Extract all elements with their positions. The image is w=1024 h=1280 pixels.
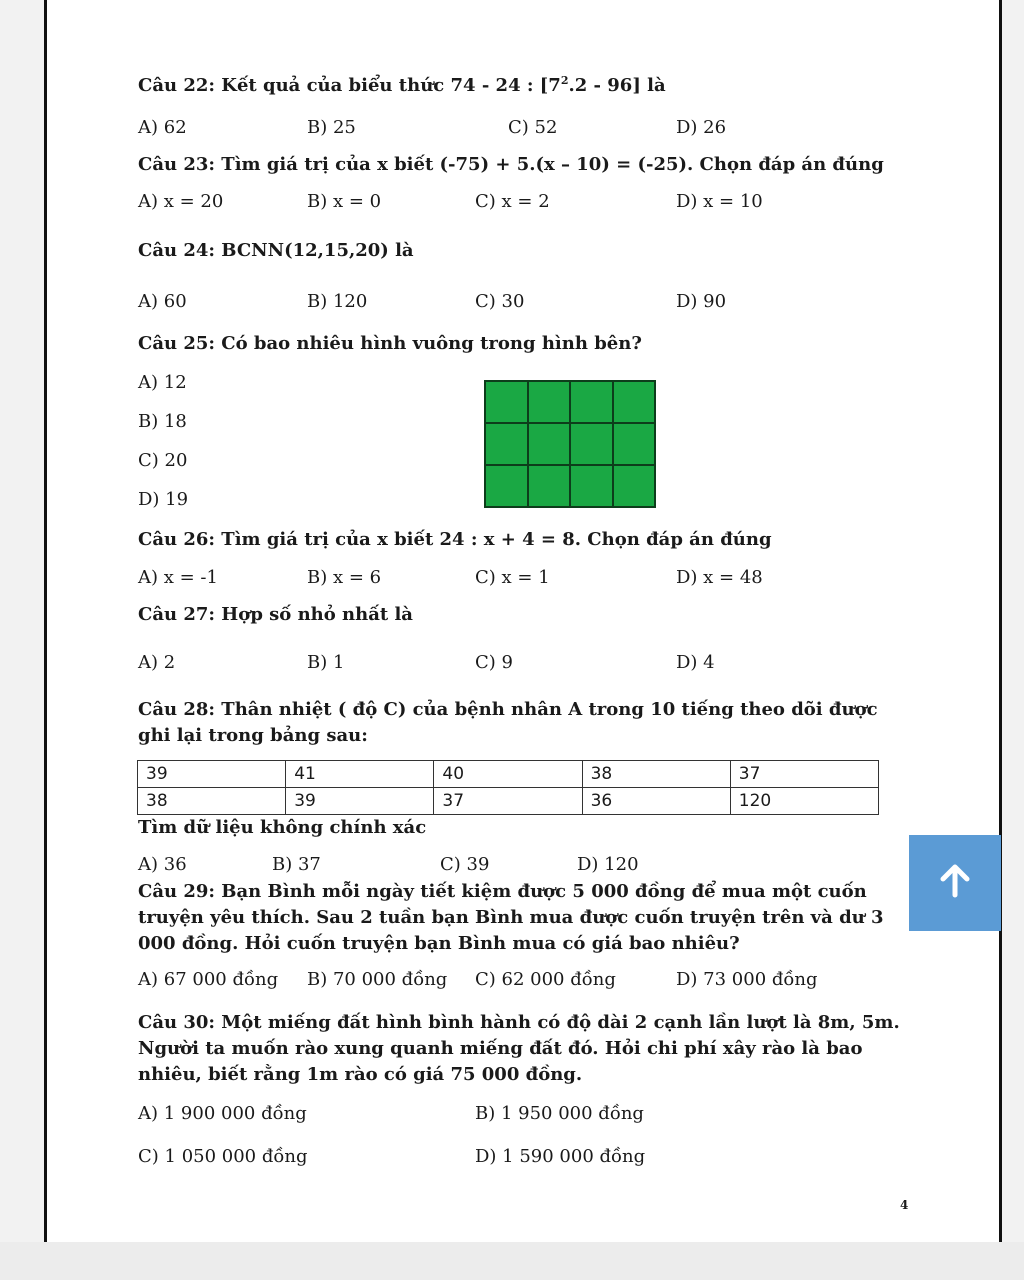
table-cell: 39 <box>138 761 286 788</box>
scroll-to-top-button[interactable] <box>909 835 1001 931</box>
q26-option-c: C) x = 1 <box>475 567 550 588</box>
table-row <box>138 788 879 815</box>
q25-option-c: C) 20 <box>138 450 188 471</box>
q30-option-d: D) 1 590 000 đồng <box>475 1146 646 1167</box>
table-cell: 38 <box>138 788 286 815</box>
q28-option-b: B) 37 <box>272 854 321 875</box>
q24-option-c: C) 30 <box>475 291 525 312</box>
q28-followup: Tìm dữ liệu không chính xác <box>138 817 427 838</box>
table-row <box>138 761 879 788</box>
q29-option-a: A) 67 000 đồng <box>138 969 279 990</box>
q23-option-c: C) x = 2 <box>475 191 550 212</box>
page-gap <box>0 1242 1024 1280</box>
temperature-table <box>137 760 879 815</box>
q22-option-c: C) 52 <box>508 117 558 138</box>
q24-option-a: A) 60 <box>138 291 187 312</box>
table-cell: 36 <box>582 788 730 815</box>
q22-option-a: A) 62 <box>138 117 187 138</box>
q23-option-a: A) x = 20 <box>138 191 224 212</box>
question-30: Câu 30: Một miếng đất hình bình hành có độ dài 2 cạnh lần lượt là 8m, 5m. Người ta muốn rào xung quanh miếng đất đó. Hỏi chi phí xây rào là bao nhiêu, biết rằng 1m rào có giá 75 000 đồng. <box>138 1012 900 1085</box>
q25-option-a: A) 12 <box>138 372 187 393</box>
table-cell: 39 <box>286 788 434 815</box>
question-24: Câu 24: BCNN(12,15,20) là <box>138 240 414 261</box>
q24-option-d: D) 90 <box>676 291 727 312</box>
question-22: Câu 22: Kết quả của biểu thức 74 - 24 : $[7^2.2 - 96]$ là <box>138 74 666 96</box>
q22-option-d: D) 26 <box>676 117 727 138</box>
arrow-up-icon <box>935 861 975 905</box>
q27-option-c: C) 9 <box>475 652 513 673</box>
question-29: Câu 29: Bạn Bình mỗi ngày tiết kiệm được 5 000 đồng để mua một cuốn truyện yêu thích. Sau 2 tuần bạn Bình mua được cuốn truyện trên và dư 3 000 đồng. Hỏi cuốn truyện bạn Bình mua có giá bao nhiêu? <box>138 881 884 954</box>
q30-option-c: C) 1 050 000 đồng <box>138 1146 308 1167</box>
table-cell: 41 <box>286 761 434 788</box>
q25-option-d: D) 19 <box>138 489 189 510</box>
square-grid-figure <box>484 380 656 508</box>
page-number: 4 <box>900 1198 909 1212</box>
q29-option-c: C) 62 000 đồng <box>475 969 616 990</box>
q27-option-a: A) 2 <box>138 652 176 673</box>
q28-option-a: A) 36 <box>138 854 187 875</box>
q28-option-c: C) 39 <box>440 854 490 875</box>
q26-option-a: A) x = -1 <box>138 567 218 588</box>
q23-option-b: B) x = 0 <box>307 191 382 212</box>
question-28: Câu 28: Thân nhiệt ( độ C) của bệnh nhân A trong 10 tiếng theo dõi được ghi lại trong bảng sau: <box>138 699 878 746</box>
question-27: Câu 27: Hợp số nhỏ nhất là <box>138 604 413 625</box>
table-cell: 37 <box>730 761 878 788</box>
q27-option-d: D) 4 <box>676 652 715 673</box>
q25-option-b: B) 18 <box>138 411 187 432</box>
q28-option-d: D) 120 <box>577 854 639 875</box>
question-26: Câu 26: Tìm giá trị của x biết 24 : x + 4 = 8. Chọn đáp án đúng <box>138 529 772 550</box>
q24-option-b: B) 120 <box>307 291 368 312</box>
q30-option-a: A) 1 900 000 đồng <box>138 1103 307 1124</box>
q30-option-b: B) 1 950 000 đồng <box>475 1103 644 1124</box>
q29-option-b: B) 70 000 đồng <box>307 969 448 990</box>
q27-option-b: B) 1 <box>307 652 345 673</box>
q26-option-b: B) x = 6 <box>307 567 382 588</box>
table-cell: 40 <box>434 761 582 788</box>
table-cell: 37 <box>434 788 582 815</box>
question-25: Câu 25: Có bao nhiêu hình vuông trong hình bên? <box>138 333 642 354</box>
table-cell: 120 <box>730 788 878 815</box>
question-23: Câu 23: Tìm giá trị của x biết (-75) + 5.(x – 10) = (-25). Chọn đáp án đúng <box>138 154 884 175</box>
q22-option-b: B) 25 <box>307 117 356 138</box>
table-cell: 38 <box>582 761 730 788</box>
q26-option-d: D) x = 48 <box>676 567 763 588</box>
q29-option-d: D) 73 000 đồng <box>676 969 818 990</box>
q23-option-d: D) x = 10 <box>676 191 763 212</box>
